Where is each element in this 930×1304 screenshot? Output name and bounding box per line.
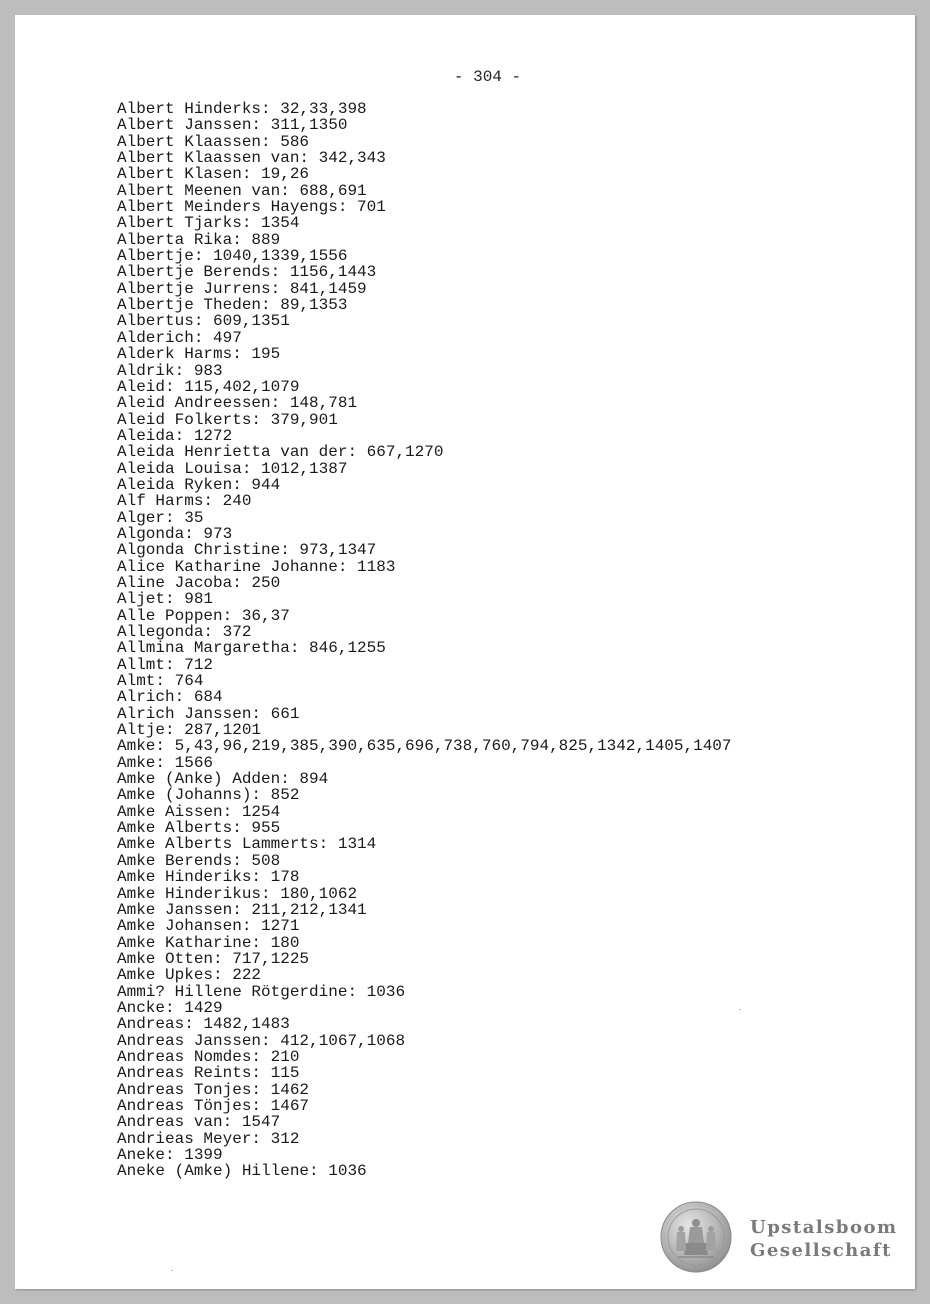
- index-entry: Amke Hinderiks: 178: [117, 868, 300, 887]
- index-entry: Allmina Margaretha: 846,1255: [117, 639, 386, 658]
- index-entry: Aleid Andreessen: 148,781: [117, 394, 358, 413]
- index-entry: Amke Janssen: 211,212,1341: [117, 900, 367, 919]
- index-entry: Amke Berends: 508: [117, 851, 281, 870]
- index-entry: Albertje Jurrens: 841,1459: [117, 279, 367, 298]
- index-entry: Albert Janssen: 311,1350: [117, 116, 348, 135]
- index-entry: Andreas Tönjes: 1467: [117, 1096, 310, 1115]
- index-entry: Aneke (Amke) Hillene: 1036: [117, 1162, 367, 1181]
- index-entry: Aleida Ryken: 944: [117, 475, 281, 494]
- index-entry: Allegonda: 372: [117, 623, 252, 641]
- index-entry: Albertje Theden: 89,1353: [117, 296, 348, 315]
- index-entry: Altje: 287,1201: [117, 721, 262, 740]
- society-name-line1: Upstalsboom: [750, 1217, 898, 1238]
- index-entry: Alle Poppen: 36,37: [117, 606, 290, 625]
- page-number: - 304 -: [453, 68, 522, 86]
- index-entry: Amke (Anke) Adden: 894: [117, 770, 329, 789]
- index-entry: Andreas Janssen: 412,1067,1068: [117, 1031, 406, 1050]
- index-entry: Albert Klaassen van: 342,343: [117, 149, 386, 168]
- index-entry: Albertus: 609,1351: [117, 312, 290, 331]
- index-entry: Amke: 5,43,96,219,385,390,635,696,738,760,794,825,1342,1405,1407: [117, 737, 732, 756]
- index-entry: Albertje: 1040,1339,1556: [117, 247, 348, 266]
- index-entry: Alrich: 684: [117, 688, 223, 707]
- index-entry: Algonda: 973: [117, 524, 233, 543]
- index-entry: Ancke: 1429: [117, 998, 223, 1017]
- scan-speck: [739, 1009, 741, 1010]
- index-entry: Almt: 764: [117, 672, 204, 691]
- index-entry: Amke Upkes: 222: [117, 966, 262, 985]
- index-entry: Aneke: 1399: [117, 1146, 223, 1164]
- index-entry: Alger: 35: [117, 508, 204, 527]
- index-entry: Andreas van: 1547: [117, 1113, 281, 1132]
- index-entry: Andreas Reints: 115: [117, 1064, 300, 1083]
- index-entry: Amke Hinderikus: 180,1062: [117, 884, 358, 903]
- index-entry: Alderich: 497: [117, 328, 242, 347]
- index-entry: Alf Harms: 240: [117, 492, 252, 511]
- index-entry: Aleida Louisa: 1012,1387: [117, 459, 348, 478]
- index-entry: Alrich Janssen: 661: [117, 704, 300, 723]
- society-name-line2: Gesellschaft: [750, 1240, 892, 1261]
- index-entry: Albert Meenen van: 688,691: [117, 181, 367, 200]
- scan-speck: [171, 1270, 173, 1271]
- index-entry: Aljet: 981: [117, 590, 214, 609]
- index-entry: Ammi? Hillene Rötgerdine: 1036: [117, 982, 406, 1001]
- index-entry: Alberta Rika: 889: [117, 230, 281, 249]
- index-entry: Aldrik: 983: [117, 361, 223, 380]
- index-entry: Aleid Folkerts: 379,901: [117, 410, 338, 429]
- society-logo-text: [750, 1216, 898, 1262]
- index-entry: Albert Hinderks: 32,33,398: [117, 100, 367, 118]
- name-index-list: [117, 101, 732, 1180]
- index-entry: Amke Aissen: 1254: [117, 802, 281, 821]
- index-entry: Andrieas Meyer: 312: [117, 1129, 300, 1148]
- index-entry: Aleid: 115,402,1079: [117, 377, 300, 396]
- index-entry: Alice Katharine Johanne: 1183: [117, 557, 396, 576]
- index-entry: Amke Alberts: 955: [117, 819, 281, 838]
- index-entry: Amke Katharine: 180: [117, 933, 300, 952]
- index-entry: Albert Tjarks: 1354: [117, 214, 300, 233]
- index-entry: Andreas Nomdes: 210: [117, 1047, 300, 1066]
- index-entry: Amke Otten: 717,1225: [117, 949, 310, 968]
- index-entry: Amke Alberts Lammerts: 1314: [117, 835, 377, 854]
- index-entry: Albert Meinders Hayengs: 701: [117, 198, 386, 217]
- index-entry: Aline Jacoba: 250: [117, 573, 281, 592]
- index-entry: Algonda Christine: 973,1347: [117, 541, 377, 560]
- index-entry: Albert Klaassen: 586: [117, 132, 310, 151]
- index-entry: Amke (Johanns): 852: [117, 786, 300, 805]
- upstalsboom-seal-icon: [660, 1201, 732, 1273]
- index-entry: Andreas Tonjes: 1462: [117, 1080, 310, 1099]
- index-entry: Andreas: 1482,1483: [117, 1015, 290, 1034]
- index-entry: Albertje Berends: 1156,1443: [117, 263, 377, 282]
- index-entry: Aleida Henrietta van der: 667,1270: [117, 443, 444, 462]
- index-entry: Amke Johansen: 1271: [117, 917, 300, 936]
- index-entry: Allmt: 712: [117, 655, 214, 674]
- index-entry: Amke: 1566: [117, 753, 214, 772]
- index-entry: Alderk Harms: 195: [117, 345, 281, 364]
- index-entry: Albert Klasen: 19,26: [117, 165, 310, 184]
- document-page: [15, 15, 915, 1289]
- index-entry: Aleida: 1272: [117, 426, 233, 445]
